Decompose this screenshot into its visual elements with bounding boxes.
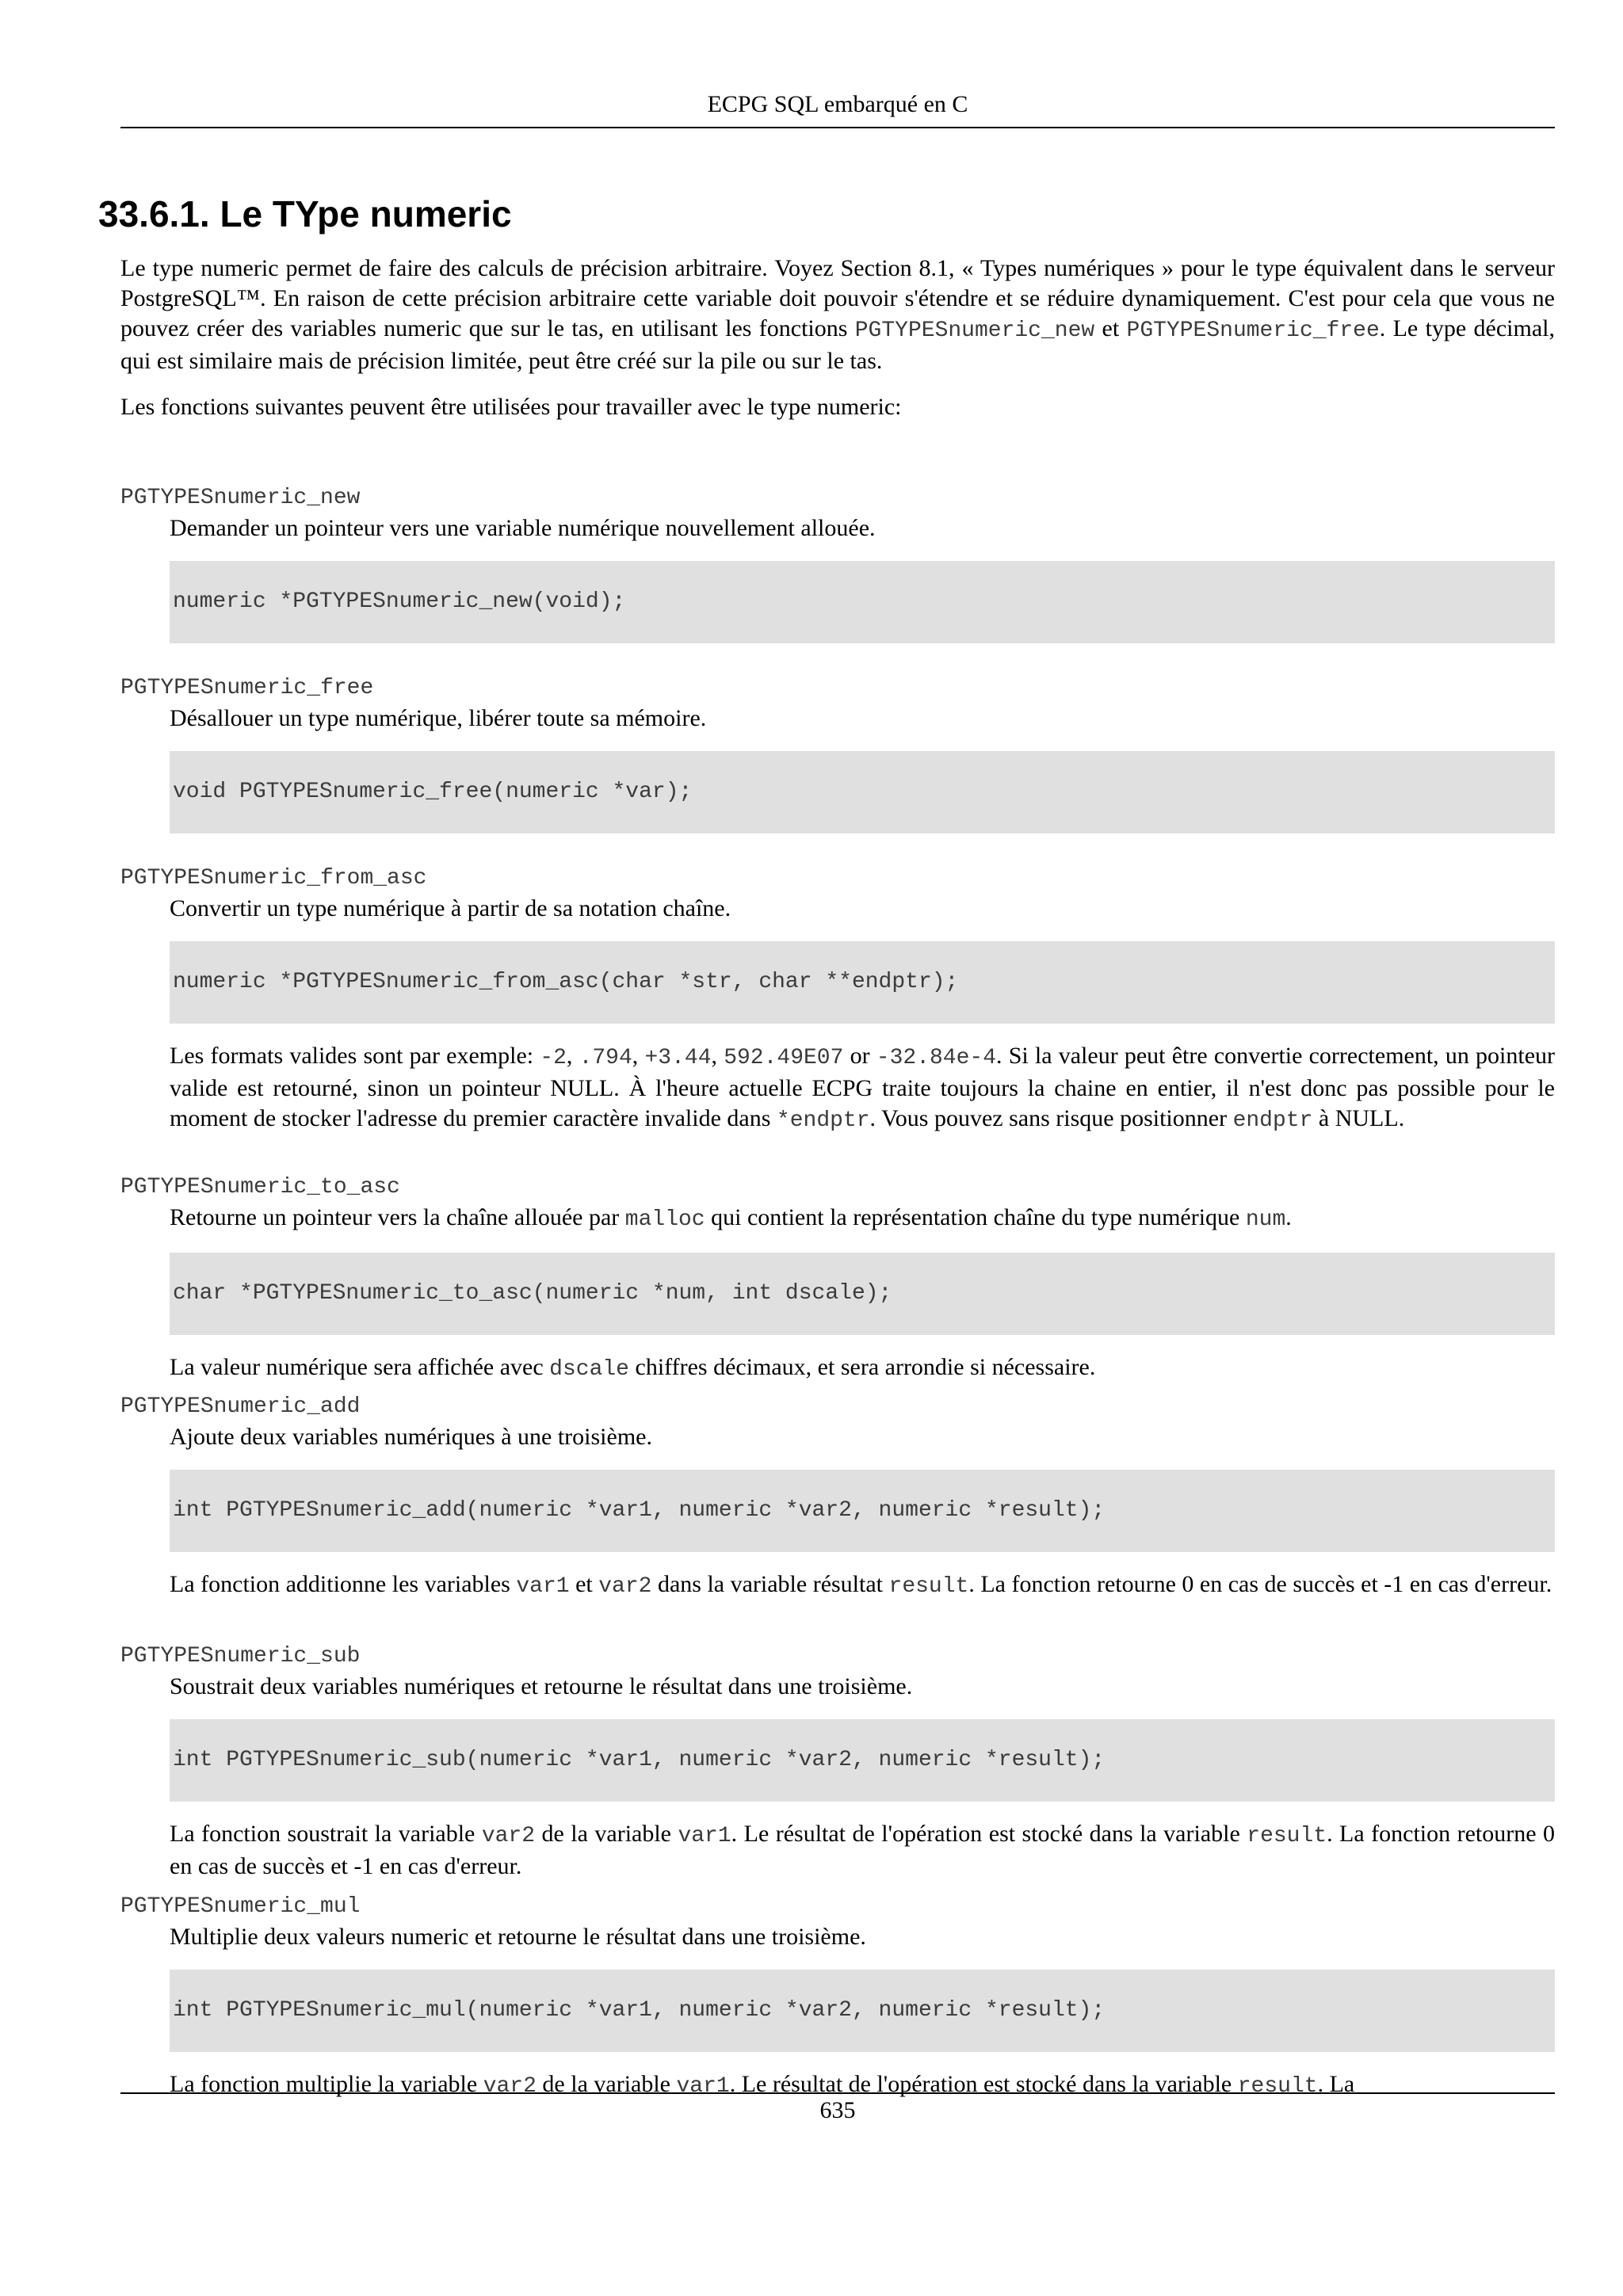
function-note: Les formats valides sont par exemple: -2, .794, +3.44, 592.49E07 or -32.84e-4. Si la valeur peut être convertie correctement, un pointeur valide est retourné, sinon un pointeur NULL. À l'heure actuelle ECPG traite toujours la chaine en entier, il n'est donc pas possible pour le moment de stocker l'adresse du premier caractère invalide dans *endptr. Vous pouvez sans risque positionner endptr à NULL.	[170, 1043, 1556, 1133]
function-term: PGTYPESnumeric_to_asc	[120, 1175, 400, 1199]
function-term: PGTYPESnumeric_add	[120, 1394, 361, 1419]
entry-body	[170, 704, 1555, 833]
function-description: Demander un pointeur vers une variable numérique nouvellement allouée.	[170, 515, 876, 541]
inline-code: -32.84e-4	[876, 1046, 997, 1070]
entry-numeric-free	[120, 673, 1555, 851]
entry-body	[170, 1203, 1555, 1385]
code-block	[170, 941, 1555, 1024]
page-number: 635	[819, 2097, 856, 2123]
function-note: La fonction additionne les variables var1 et var2 dans la variable résultat result. La fonction retourne 0 en cas de succès et -1 en cas d'erreur.	[170, 1571, 1552, 1599]
function-description: Convertir un type numérique à partir de sa notation chaîne.	[170, 895, 731, 921]
intro-paragraph-1: Le type numeric permet de faire des calculs de précision arbitraire. Voyez Section 8.1, « Types numériques » pour le type équivalent dans le serveur PostgreSQL™. En raison de cette précision arbitraire cette variable doit pouvoir s'étendre et se réduire dynamiquement. C'est pour cela que vous ne pouvez créer des variables numeric que sur le tas, en utilisant les fonctions PGTYPESnumeric_new et PGTYPESnumeric_free. Le type décimal, qui est similaire mais de précision limitée, peut être créé sur la pile ou sur le tas.	[120, 255, 1555, 374]
inline-code: malloc	[624, 1207, 705, 1232]
code-signature: int PGTYPESnumeric_mul(numeric *var1, numeric *var2, numeric *result);	[173, 1998, 1106, 2023]
function-term: PGTYPESnumeric_from_asc	[120, 866, 427, 891]
running-header: ECPG SQL embarqué en C	[707, 91, 968, 117]
inline-code: num	[1245, 1207, 1286, 1232]
inline-code: 592.49E07	[724, 1046, 844, 1070]
function-term: PGTYPESnumeric_free	[120, 676, 374, 700]
function-description: Multiplie deux valeurs numeric et retourne le résultat dans une troisième.	[170, 1924, 866, 1950]
code-signature: numeric *PGTYPESnumeric_new(void);	[173, 589, 626, 614]
inline-code: var2	[481, 1824, 536, 1848]
section-title: 33.6.1. Le TYpe numeric	[98, 193, 512, 235]
intro	[120, 254, 1555, 422]
function-description: Soustrait deux variables numériques et retourne le résultat dans une troisième.	[170, 1673, 913, 1699]
entry-numeric-from-asc	[120, 864, 1555, 1136]
code-block	[170, 751, 1555, 833]
entry-numeric-new	[120, 483, 1555, 661]
function-term: PGTYPESnumeric_mul	[120, 1894, 361, 1919]
code-block	[170, 1719, 1555, 1802]
inline-code: var1	[676, 2074, 730, 2099]
entry-numeric-sub	[120, 1642, 1555, 1882]
intro-paragraph-2: Les fonctions suivantes peuvent être utilisées pour travailler avec le type numeric:	[120, 394, 902, 420]
code-signature: int PGTYPESnumeric_sub(numeric *var1, numeric *var2, numeric *result);	[173, 1748, 1106, 1772]
entry-numeric-add	[120, 1392, 1555, 1602]
inline-code: var2	[483, 2074, 537, 2099]
inline-code: .794	[579, 1046, 632, 1070]
inline-code: var2	[598, 1574, 652, 1599]
entry-numeric-to-asc	[120, 1173, 1555, 1385]
entry-body	[170, 894, 1555, 1136]
function-term: PGTYPESnumeric_new	[120, 486, 361, 510]
inline-code: endptr	[1232, 1108, 1313, 1133]
entry-body	[170, 1672, 1555, 1882]
code-block	[170, 1253, 1555, 1335]
header-rule	[120, 127, 1555, 128]
inline-code: PGTYPESnumeric_new	[854, 318, 1095, 343]
inline-code: PGTYPESnumeric_free	[1126, 318, 1380, 343]
code-signature: char *PGTYPESnumeric_to_asc(numeric *num, int dscale);	[173, 1281, 892, 1306]
entry-numeric-mul	[120, 1892, 1555, 2102]
code-block	[170, 1970, 1555, 2052]
function-note: La fonction soustrait la variable var2 de la variable var1. Le résultat de l'opération est stocké dans la variable result. La fonction retourne 0 en cas de succès et -1 en cas d'erreur.	[170, 1821, 1555, 1879]
entry-body	[170, 513, 1555, 643]
inline-code: -2	[540, 1046, 567, 1070]
code-block	[170, 561, 1555, 643]
entry-body	[170, 1922, 1555, 2102]
function-note: La valeur numérique sera affichée avec dscale chiffres décimaux, et sera arrondie si nécessaire.	[170, 1354, 1096, 1382]
function-description: Retourne un pointeur vers la chaîne allouée par malloc qui contient la représentation chaîne du type numérique num.	[170, 1204, 1292, 1232]
code-signature: numeric *PGTYPESnumeric_from_asc(char *str, char **endptr);	[173, 970, 959, 994]
inline-code: result	[1237, 2074, 1318, 2099]
function-description: Ajoute deux variables numériques à une troisième.	[170, 1424, 652, 1450]
inline-code: dscale	[549, 1357, 629, 1382]
code-signature: void PGTYPESnumeric_free(numeric *var);	[173, 780, 693, 804]
code-block	[170, 1470, 1555, 1552]
function-note: La fonction multiplie la variable var2 de la variable var1. Le résultat de l'opération est stocké dans la variable result. La	[170, 2071, 1355, 2099]
footer-rule	[120, 2092, 1555, 2094]
inline-code: *endptr	[776, 1108, 870, 1133]
inline-code: var1	[678, 1824, 731, 1848]
inline-code: result	[1247, 1824, 1327, 1848]
entry-body	[170, 1422, 1555, 1602]
inline-code: var1	[516, 1574, 570, 1599]
function-term: PGTYPESnumeric_sub	[120, 1644, 361, 1669]
code-signature: int PGTYPESnumeric_add(numeric *var1, numeric *var2, numeric *result);	[173, 1498, 1106, 1523]
inline-code: +3.44	[644, 1046, 712, 1070]
inline-code: result	[888, 1574, 969, 1599]
function-description: Désallouer un type numérique, libérer toute sa mémoire.	[170, 705, 707, 731]
